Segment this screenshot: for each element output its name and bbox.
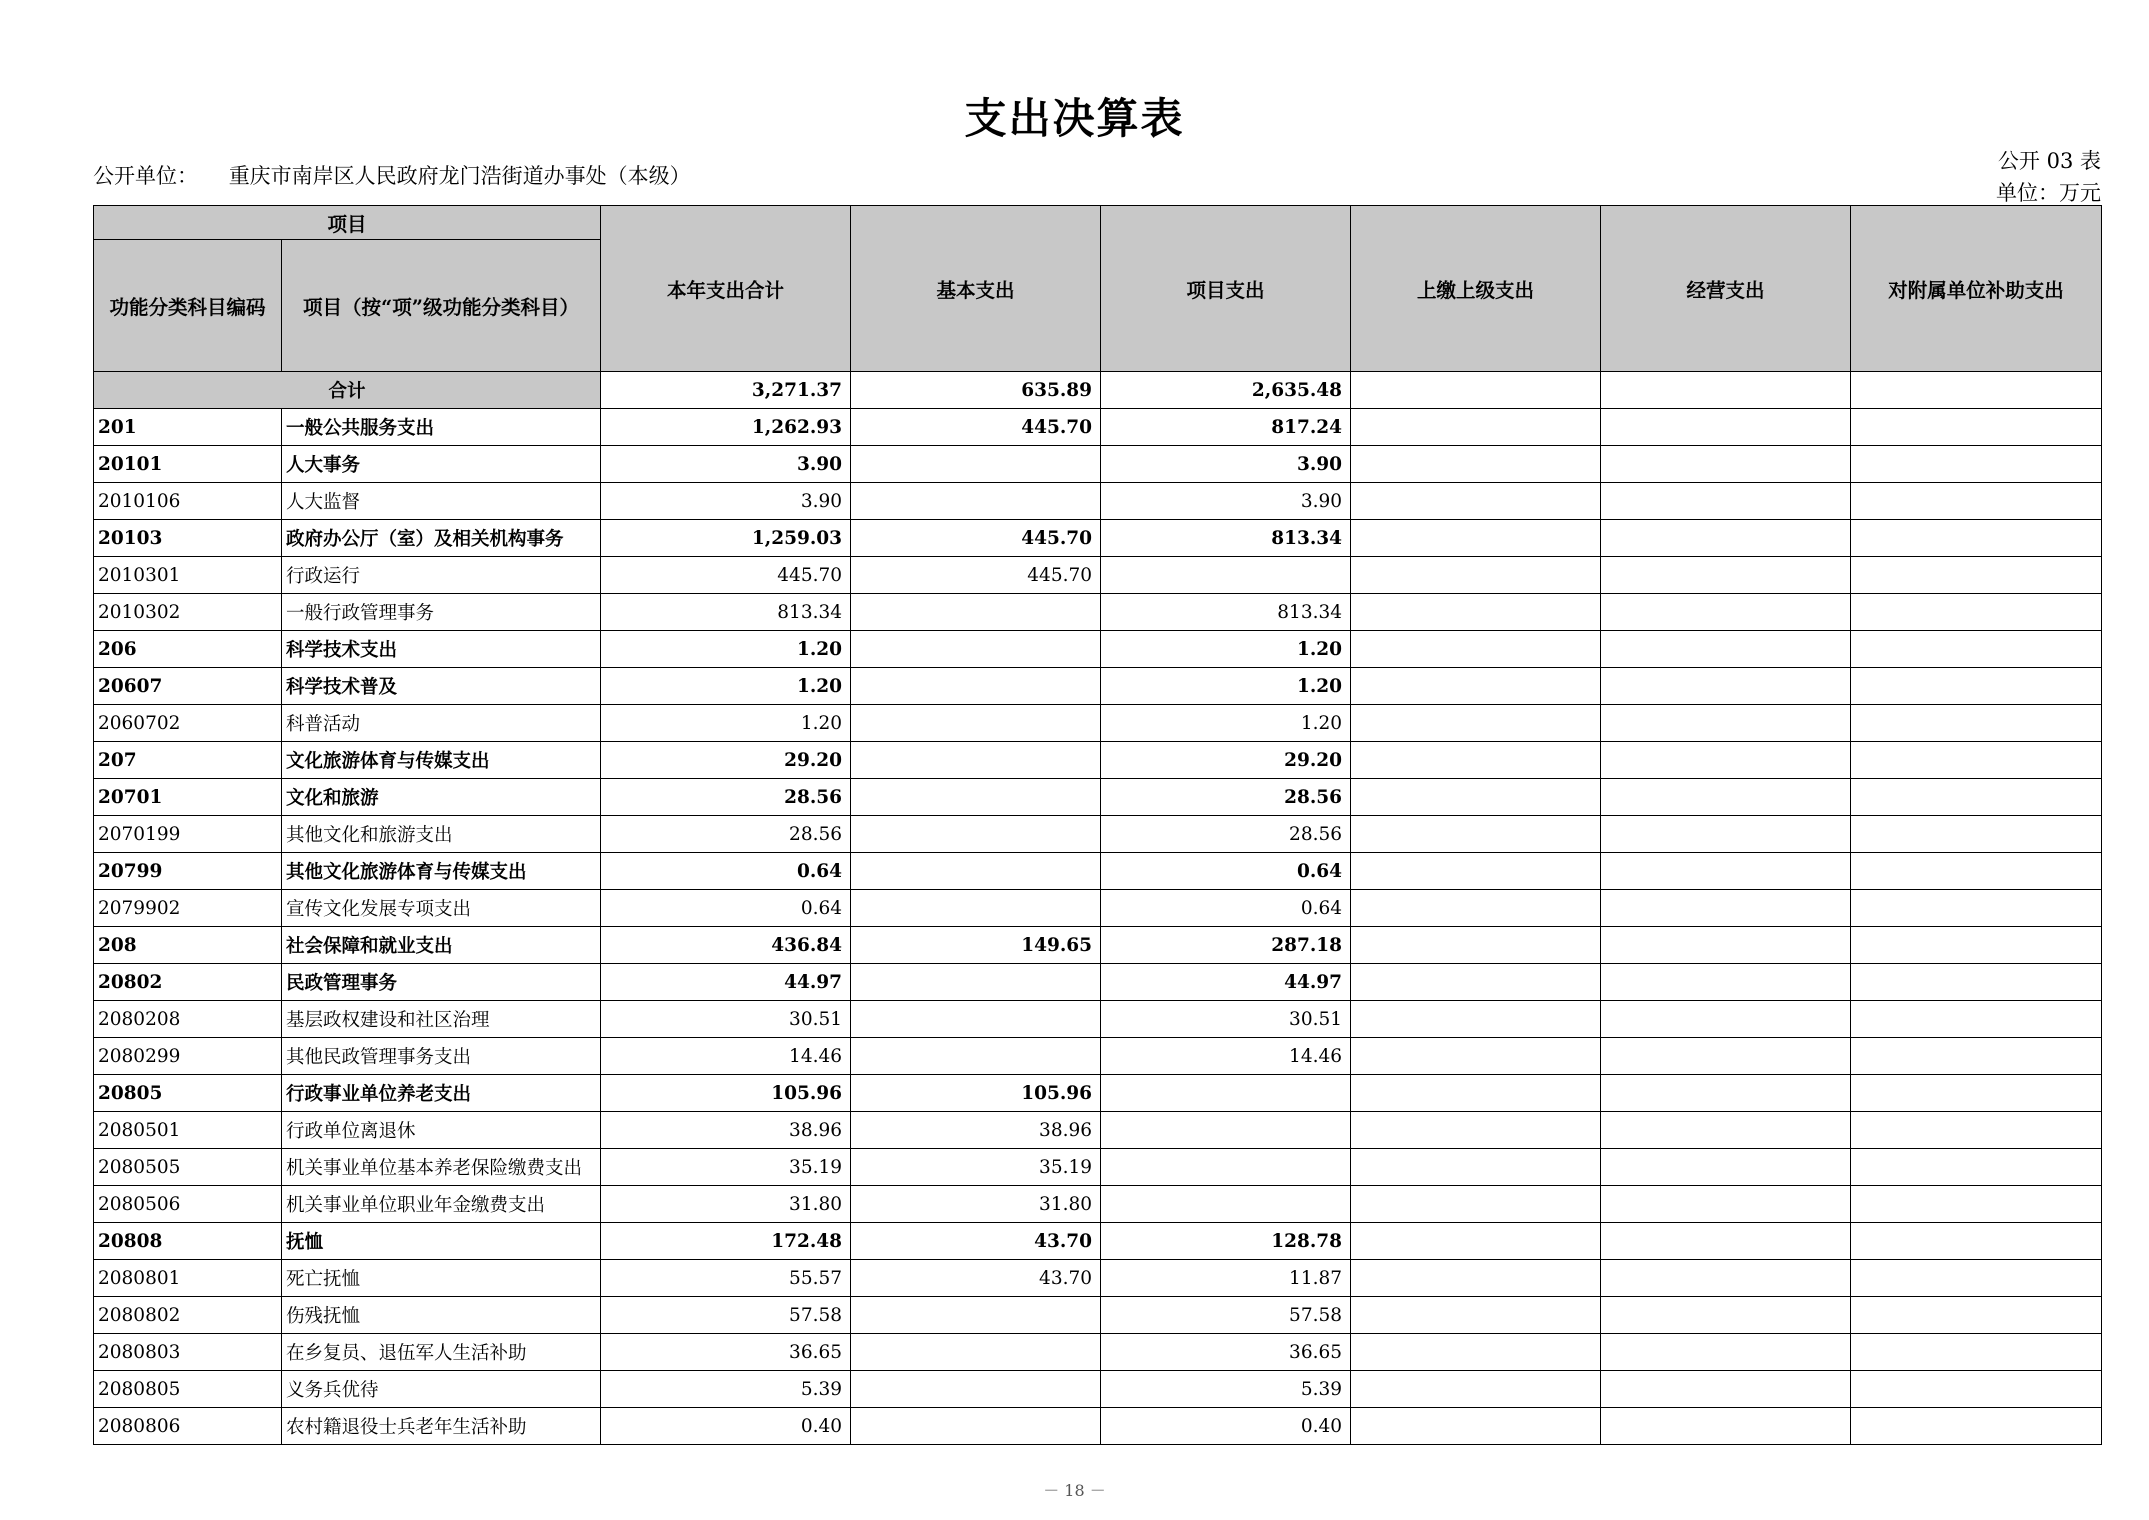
- row-project: 3.90: [1101, 446, 1351, 483]
- row-project: 14.46: [1101, 1038, 1351, 1075]
- table-row: [94, 742, 2102, 779]
- table-header: [94, 206, 2102, 372]
- row-code: 2080208: [94, 1001, 282, 1038]
- row-subsidiary: [1851, 446, 2102, 483]
- row-project: 0.64: [1101, 890, 1351, 927]
- table-row: [94, 890, 2102, 927]
- table-row: [94, 1223, 2102, 1260]
- row-subsidiary: [1851, 1001, 2102, 1038]
- row-total: 38.96: [601, 1112, 851, 1149]
- row-total: 0.64: [601, 890, 851, 927]
- row-business: [1601, 668, 1851, 705]
- row-project: 30.51: [1101, 1001, 1351, 1038]
- total-upper: [1351, 372, 1601, 409]
- row-subsidiary: [1851, 964, 2102, 1001]
- row-upper: [1351, 557, 1601, 594]
- row-subsidiary: [1851, 668, 2102, 705]
- row-upper: [1351, 631, 1601, 668]
- row-business: [1601, 409, 1851, 446]
- row-subsidiary: [1851, 927, 2102, 964]
- row-code: 2080806: [94, 1408, 282, 1445]
- row-subsidiary: [1851, 520, 2102, 557]
- table-meta: [1996, 145, 2101, 209]
- row-name: 伤残抚恤: [282, 1297, 601, 1334]
- row-project: 128.78: [1101, 1223, 1351, 1260]
- row-upper: [1351, 1223, 1601, 1260]
- row-subsidiary: [1851, 409, 2102, 446]
- row-basic: 445.70: [851, 409, 1101, 446]
- row-code: 206: [94, 631, 282, 668]
- row-project: 817.24: [1101, 409, 1351, 446]
- page-title: 支出决算表: [964, 94, 1185, 143]
- row-total: 445.70: [601, 557, 851, 594]
- row-subsidiary: [1851, 1223, 2102, 1260]
- form-number: 公开 03 表: [1997, 149, 2101, 173]
- row-name: 政府办公厅（室）及相关机构事务: [282, 520, 601, 557]
- row-code: 2080802: [94, 1297, 282, 1334]
- row-subsidiary: [1851, 1075, 2102, 1112]
- row-upper: [1351, 1075, 1601, 1112]
- row-upper: [1351, 1260, 1601, 1297]
- row-business: [1601, 964, 1851, 1001]
- reporting-unit: [93, 160, 715, 190]
- row-business: [1601, 483, 1851, 520]
- row-subsidiary: [1851, 1112, 2102, 1149]
- row-subsidiary: [1851, 1149, 2102, 1186]
- row-basic: [851, 446, 1101, 483]
- total-label: 合计: [94, 372, 601, 409]
- row-business: [1601, 890, 1851, 927]
- row-name: 文化旅游体育与传媒支出: [282, 742, 601, 779]
- row-total: 172.48: [601, 1223, 851, 1260]
- table-row: [94, 409, 2102, 446]
- row-name: 其他民政管理事务支出: [282, 1038, 601, 1075]
- total-basic: 635.89: [851, 372, 1101, 409]
- row-name: 农村籍退役士兵老年生活补助: [282, 1408, 601, 1445]
- row-name: 社会保障和就业支出: [282, 927, 601, 964]
- row-subsidiary: [1851, 1260, 2102, 1297]
- total-project: 2,635.48: [1101, 372, 1351, 409]
- row-subsidiary: [1851, 1186, 2102, 1223]
- table-row: [94, 483, 2102, 520]
- row-upper: [1351, 409, 1601, 446]
- row-project: 5.39: [1101, 1371, 1351, 1408]
- row-business: [1601, 1223, 1851, 1260]
- row-subsidiary: [1851, 779, 2102, 816]
- header-code: 功能分类科目编码: [94, 240, 282, 372]
- row-basic: [851, 594, 1101, 631]
- row-basic: [851, 1001, 1101, 1038]
- table-row: [94, 1186, 2102, 1223]
- row-project: 28.56: [1101, 779, 1351, 816]
- row-upper: [1351, 594, 1601, 631]
- row-project: 0.40: [1101, 1408, 1351, 1445]
- row-code: 207: [94, 742, 282, 779]
- row-business: [1601, 1408, 1851, 1445]
- row-code: 2070199: [94, 816, 282, 853]
- row-upper: [1351, 1334, 1601, 1371]
- row-business: [1601, 816, 1851, 853]
- row-basic: [851, 890, 1101, 927]
- row-basic: [851, 1297, 1101, 1334]
- row-basic: [851, 853, 1101, 890]
- row-name: 科学技术普及: [282, 668, 601, 705]
- table-row: [94, 594, 2102, 631]
- row-business: [1601, 1260, 1851, 1297]
- table-row: [94, 557, 2102, 594]
- total-subsidiary: [1851, 372, 2102, 409]
- row-name: 一般公共服务支出: [282, 409, 601, 446]
- row-code: 2080805: [94, 1371, 282, 1408]
- row-code: 201: [94, 409, 282, 446]
- row-project: [1101, 1075, 1351, 1112]
- row-total: 28.56: [601, 816, 851, 853]
- row-upper: [1351, 853, 1601, 890]
- row-business: [1601, 520, 1851, 557]
- row-name: 行政单位离退休: [282, 1112, 601, 1149]
- row-name: 科学技术支出: [282, 631, 601, 668]
- table-row: [94, 631, 2102, 668]
- row-subsidiary: [1851, 853, 2102, 890]
- table-row: [94, 1075, 2102, 1112]
- row-business: [1601, 1112, 1851, 1149]
- row-total: 5.39: [601, 1371, 851, 1408]
- table-row: [94, 1297, 2102, 1334]
- header-business: 经营支出: [1601, 206, 1851, 372]
- row-total: 57.58: [601, 1297, 851, 1334]
- unit-name: 重庆市南岸区人民政府龙门浩街道办事处（本级）: [228, 164, 691, 188]
- table-row: [94, 779, 2102, 816]
- row-subsidiary: [1851, 1297, 2102, 1334]
- row-upper: [1351, 890, 1601, 927]
- row-basic: [851, 779, 1101, 816]
- row-business: [1601, 446, 1851, 483]
- row-project: 1.20: [1101, 668, 1351, 705]
- table-row: [94, 816, 2102, 853]
- table-row: [94, 1112, 2102, 1149]
- row-code: 2080803: [94, 1334, 282, 1371]
- table-row: [94, 520, 2102, 557]
- row-name: 一般行政管理事务: [282, 594, 601, 631]
- table-row: [94, 964, 2102, 1001]
- row-code: 2080506: [94, 1186, 282, 1223]
- row-project: 57.58: [1101, 1297, 1351, 1334]
- currency-unit: 单位：万元: [1996, 181, 2101, 205]
- row-business: [1601, 1186, 1851, 1223]
- row-subsidiary: [1851, 1334, 2102, 1371]
- row-total: 28.56: [601, 779, 851, 816]
- row-basic: [851, 705, 1101, 742]
- row-basic: [851, 1371, 1101, 1408]
- row-code: 20805: [94, 1075, 282, 1112]
- row-code: 20101: [94, 446, 282, 483]
- expenditure-table: [93, 205, 2102, 1445]
- header-project-exp: 项目支出: [1101, 206, 1351, 372]
- row-name: 人大监督: [282, 483, 601, 520]
- row-upper: [1351, 1112, 1601, 1149]
- row-total: 1.20: [601, 668, 851, 705]
- row-code: 2010106: [94, 483, 282, 520]
- row-subsidiary: [1851, 1371, 2102, 1408]
- table-row: [94, 1001, 2102, 1038]
- row-upper: [1351, 1371, 1601, 1408]
- row-name: 基层政权建设和社区治理: [282, 1001, 601, 1038]
- table-row: [94, 1334, 2102, 1371]
- row-basic: [851, 1408, 1101, 1445]
- row-subsidiary: [1851, 1408, 2102, 1445]
- row-total: 813.34: [601, 594, 851, 631]
- row-total: 1,259.03: [601, 520, 851, 557]
- row-subsidiary: [1851, 816, 2102, 853]
- row-name: 宣传文化发展专项支出: [282, 890, 601, 927]
- row-code: 20701: [94, 779, 282, 816]
- row-upper: [1351, 927, 1601, 964]
- row-name: 抚恤: [282, 1223, 601, 1260]
- row-upper: [1351, 705, 1601, 742]
- row-business: [1601, 1038, 1851, 1075]
- total-business: [1601, 372, 1851, 409]
- row-upper: [1351, 1038, 1601, 1075]
- row-business: [1601, 742, 1851, 779]
- row-code: 2080299: [94, 1038, 282, 1075]
- row-project: 813.34: [1101, 520, 1351, 557]
- row-subsidiary: [1851, 1038, 2102, 1075]
- header-total: 本年支出合计: [601, 206, 851, 372]
- header-basic: 基本支出: [851, 206, 1101, 372]
- row-code: 2010302: [94, 594, 282, 631]
- row-total: 3.90: [601, 446, 851, 483]
- row-upper: [1351, 816, 1601, 853]
- row-subsidiary: [1851, 890, 2102, 927]
- row-name: 科普活动: [282, 705, 601, 742]
- row-business: [1601, 1001, 1851, 1038]
- row-basic: [851, 631, 1101, 668]
- row-upper: [1351, 964, 1601, 1001]
- row-project: 28.56: [1101, 816, 1351, 853]
- row-basic: 43.70: [851, 1223, 1101, 1260]
- row-basic: [851, 1334, 1101, 1371]
- row-subsidiary: [1851, 557, 2102, 594]
- row-name: 文化和旅游: [282, 779, 601, 816]
- table-row: [94, 668, 2102, 705]
- row-total: 55.57: [601, 1260, 851, 1297]
- page-number: － 18 －: [1043, 1481, 1106, 1500]
- row-basic: 43.70: [851, 1260, 1101, 1297]
- row-upper: [1351, 446, 1601, 483]
- row-code: 2080801: [94, 1260, 282, 1297]
- total-row: [94, 372, 2102, 409]
- row-code: 2080501: [94, 1112, 282, 1149]
- row-total: 44.97: [601, 964, 851, 1001]
- row-upper: [1351, 1186, 1601, 1223]
- table-row: [94, 927, 2102, 964]
- row-name: 义务兵优待: [282, 1371, 601, 1408]
- row-project: 44.97: [1101, 964, 1351, 1001]
- row-business: [1601, 1371, 1851, 1408]
- row-total: 436.84: [601, 927, 851, 964]
- row-project: 1.20: [1101, 631, 1351, 668]
- row-project: [1101, 557, 1351, 594]
- row-upper: [1351, 483, 1601, 520]
- row-code: 20802: [94, 964, 282, 1001]
- row-name: 行政事业单位养老支出: [282, 1075, 601, 1112]
- row-code: 20808: [94, 1223, 282, 1260]
- row-total: 29.20: [601, 742, 851, 779]
- row-total: 35.19: [601, 1149, 851, 1186]
- row-total: 0.64: [601, 853, 851, 890]
- row-name: 其他文化和旅游支出: [282, 816, 601, 853]
- header-project: 项目: [94, 206, 601, 240]
- row-basic: 105.96: [851, 1075, 1101, 1112]
- table-row: [94, 1038, 2102, 1075]
- row-code: 2060702: [94, 705, 282, 742]
- row-project: 36.65: [1101, 1334, 1351, 1371]
- row-name: 民政管理事务: [282, 964, 601, 1001]
- row-total: 30.51: [601, 1001, 851, 1038]
- row-business: [1601, 1075, 1851, 1112]
- row-upper: [1351, 1297, 1601, 1334]
- row-project: 11.87: [1101, 1260, 1351, 1297]
- unit-label: 公开单位：: [93, 164, 198, 188]
- row-code: 208: [94, 927, 282, 964]
- row-basic: 149.65: [851, 927, 1101, 964]
- row-name: 死亡抚恤: [282, 1260, 601, 1297]
- row-name: 在乡复员、退伍军人生活补助: [282, 1334, 601, 1371]
- table-body: [94, 372, 2102, 1445]
- table-row: [94, 1371, 2102, 1408]
- table-row: [94, 446, 2102, 483]
- row-subsidiary: [1851, 594, 2102, 631]
- row-total: 105.96: [601, 1075, 851, 1112]
- row-basic: [851, 483, 1101, 520]
- row-total: 36.65: [601, 1334, 851, 1371]
- header-subsidiary: 对附属单位补助支出: [1851, 206, 2102, 372]
- row-business: [1601, 1334, 1851, 1371]
- row-business: [1601, 557, 1851, 594]
- row-basic: 445.70: [851, 520, 1101, 557]
- row-upper: [1351, 668, 1601, 705]
- row-subsidiary: [1851, 631, 2102, 668]
- row-upper: [1351, 1408, 1601, 1445]
- row-project: 287.18: [1101, 927, 1351, 964]
- header-upper: 上缴上级支出: [1351, 206, 1601, 372]
- row-project: [1101, 1112, 1351, 1149]
- row-total: 14.46: [601, 1038, 851, 1075]
- table-row: [94, 705, 2102, 742]
- row-project: 29.20: [1101, 742, 1351, 779]
- row-basic: [851, 668, 1101, 705]
- row-subsidiary: [1851, 483, 2102, 520]
- table-row: [94, 1408, 2102, 1445]
- table-row: [94, 1149, 2102, 1186]
- table-row: [94, 1260, 2102, 1297]
- total-total: 3,271.37: [601, 372, 851, 409]
- row-business: [1601, 1149, 1851, 1186]
- row-business: [1601, 927, 1851, 964]
- row-project: 813.34: [1101, 594, 1351, 631]
- row-total: 1,262.93: [601, 409, 851, 446]
- row-basic: [851, 816, 1101, 853]
- row-upper: [1351, 520, 1601, 557]
- row-project: 1.20: [1101, 705, 1351, 742]
- row-code: 2079902: [94, 890, 282, 927]
- row-basic: [851, 1038, 1101, 1075]
- row-total: 0.40: [601, 1408, 851, 1445]
- row-code: 20103: [94, 520, 282, 557]
- row-project: 0.64: [1101, 853, 1351, 890]
- row-code: 20799: [94, 853, 282, 890]
- row-name: 其他文化旅游体育与传媒支出: [282, 853, 601, 890]
- row-total: 1.20: [601, 705, 851, 742]
- row-basic: 445.70: [851, 557, 1101, 594]
- header-name: 项目（按“项”级功能分类科目）: [282, 240, 601, 372]
- row-name: 人大事务: [282, 446, 601, 483]
- row-name: 机关事业单位基本养老保险缴费支出: [282, 1149, 601, 1186]
- row-total: 1.20: [601, 631, 851, 668]
- row-upper: [1351, 1001, 1601, 1038]
- row-basic: 38.96: [851, 1112, 1101, 1149]
- row-code: 2010301: [94, 557, 282, 594]
- table-row: [94, 853, 2102, 890]
- row-project: [1101, 1186, 1351, 1223]
- row-upper: [1351, 1149, 1601, 1186]
- row-project: [1101, 1149, 1351, 1186]
- row-total: 3.90: [601, 483, 851, 520]
- row-code: 2080505: [94, 1149, 282, 1186]
- row-business: [1601, 779, 1851, 816]
- row-business: [1601, 853, 1851, 890]
- row-code: 20607: [94, 668, 282, 705]
- row-business: [1601, 1297, 1851, 1334]
- row-upper: [1351, 742, 1601, 779]
- row-basic: 31.80: [851, 1186, 1101, 1223]
- row-business: [1601, 594, 1851, 631]
- row-basic: [851, 964, 1101, 1001]
- row-subsidiary: [1851, 705, 2102, 742]
- row-name: 机关事业单位职业年金缴费支出: [282, 1186, 601, 1223]
- row-subsidiary: [1851, 742, 2102, 779]
- row-business: [1601, 705, 1851, 742]
- row-basic: 35.19: [851, 1149, 1101, 1186]
- row-name: 行政运行: [282, 557, 601, 594]
- row-project: 3.90: [1101, 483, 1351, 520]
- row-basic: [851, 742, 1101, 779]
- row-upper: [1351, 779, 1601, 816]
- row-total: 31.80: [601, 1186, 851, 1223]
- row-business: [1601, 631, 1851, 668]
